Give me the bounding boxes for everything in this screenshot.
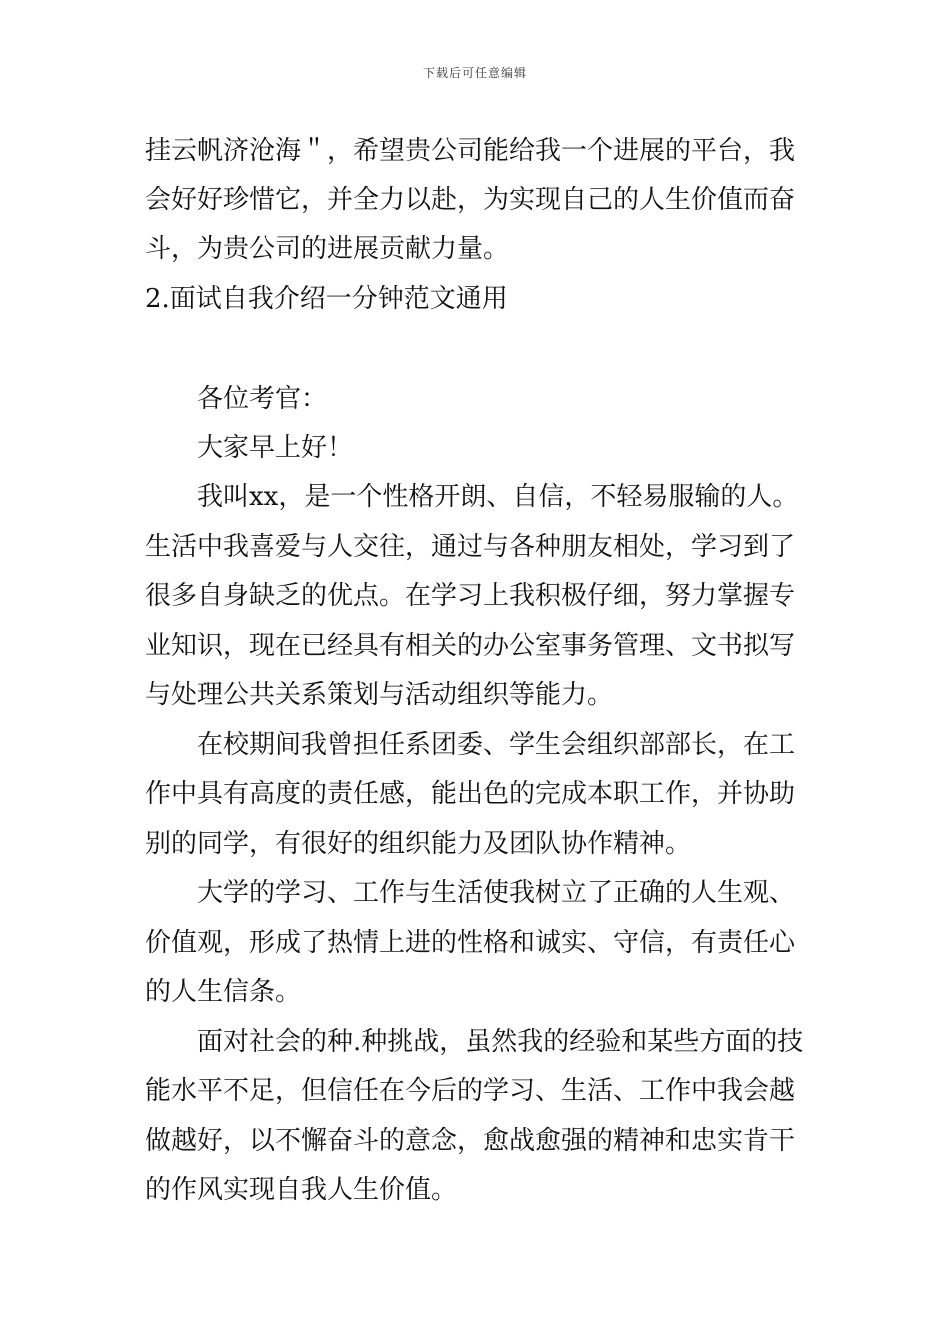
paragraph-line: 生活中我喜爱与人交往，通过与各种朋友相处，学习到了: [145, 532, 796, 562]
paragraph-line: 作中具有高度的责任感，能出色的完成本职工作，并协助: [145, 779, 796, 809]
greeting: 大家早上好！: [197, 433, 354, 463]
section-heading: 2.面试自我介绍一分钟范文通用: [145, 284, 508, 314]
paragraph-line: 很多自身缺乏的优点。在学习上我积极仔细，努力掌握专: [145, 581, 796, 611]
paragraph-line: 价值观，形成了热情上进的性格和诚实、守信，有责任心: [145, 928, 796, 958]
paragraph-line: 能水平不足，但信任在今后的学习、生活、工作中我会越: [145, 1076, 796, 1106]
paragraph-line: 大学的学习、工作与生活使我树立了正确的人生观、: [197, 878, 796, 908]
paragraph-line: 的作风实现自我人生价值。: [145, 1175, 458, 1205]
paragraph-line: 与处理公共关系策划与活动组织等能力。: [145, 680, 614, 710]
paragraph-line: 我叫xx，是一个性格开朗、自信，不轻易服输的人。: [197, 482, 799, 512]
paragraph-line: 在校期间我曾担任系团委、学生会组织部部长，在工: [197, 730, 796, 760]
paragraph-line: 业知识，现在已经具有相关的办公室事务管理、文书拟写: [145, 631, 796, 661]
paragraph-line: 做越好，以不懈奋斗的意念，愈战愈强的精神和忠实肯干: [145, 1126, 796, 1156]
salutation: 各位考官：: [197, 384, 328, 414]
paragraph-line: 斗，为贵公司的进展贡献力量。: [145, 234, 510, 264]
page-header-note: 下载后可任意编辑: [422, 66, 527, 80]
paragraph-line: 挂云帆济沧海＂，希望贵公司能给我一个进展的平台，我: [145, 136, 796, 166]
paragraph-line: 别的同学，有很好的组织能力及团队协作精神。: [145, 829, 692, 859]
paragraph-line: 面对社会的种.种挑战，虽然我的经验和某些方面的技: [197, 1027, 804, 1057]
paragraph-line: 会好好珍惜它，并全力以赴，为实现自己的人生价值而奋: [145, 185, 796, 215]
paragraph-line: 的人生信条。: [145, 977, 302, 1007]
